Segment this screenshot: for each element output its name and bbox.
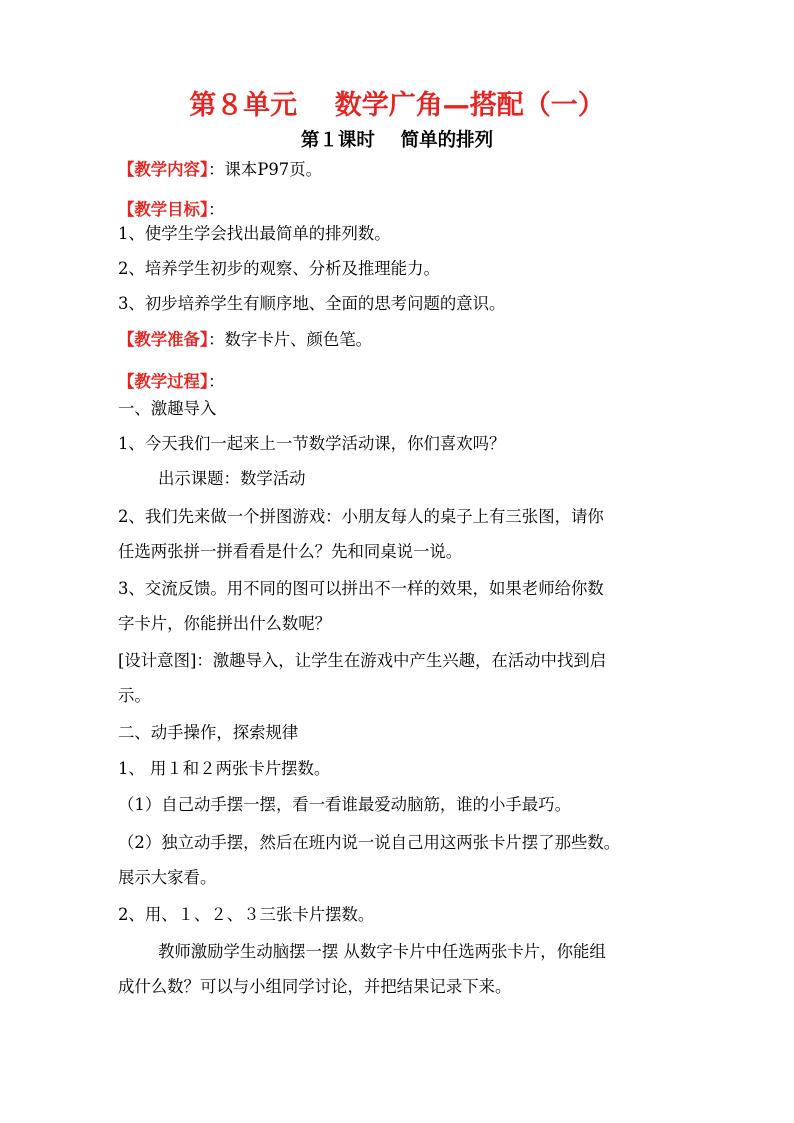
teaching-preparation-row [118,328,684,352]
body-paragraph: 一、激趣导入 [118,399,217,418]
body-paragraph: 1、今天我们一起来上一节数学活动课，你们喜欢吗？ [118,434,506,453]
body-paragraph: 2、用、１、２、３三张卡片摆数。 [118,905,375,924]
body-paragraph: （1）自己动手摆一摆，看一看谁最爱动脑筋，谁的小手最巧。 [118,795,571,814]
body-paragraph: 展示大家看。 [118,868,217,887]
teaching-objectives-label: 【教学目标】 [118,200,209,219]
lesson-subtitle: 第１课时 简单的排列 [300,130,494,151]
objective-item: 2、培养学生初步的观察、分析及推理能力。 [118,259,440,278]
body-paragraph: 二、动手操作，探索规律 [118,723,299,742]
teaching-process-colon: ： [208,372,225,391]
teaching-objectives-row [118,198,684,222]
body-paragraph: 出示课题：数学活动 [158,469,306,488]
teaching-content-colon: ： [208,160,225,179]
teaching-preparation-text: 数字卡片、颜色笔。 [224,330,373,349]
body-paragraph: [设计意图]：激趣导入，让学生在游戏中产生兴趣，在活动中找到启 [118,651,607,670]
teaching-content-text: 课本P97页。 [224,160,322,179]
body-paragraph: 示。 [118,686,151,705]
body-paragraph: 3、交流反馈。用不同的图可以拼出不一样的效果，如果老师给你数 [118,579,604,598]
body-paragraph: 2、我们先来做一个拼图游戏：小朋友每人的桌子上有三张图，请你 [118,507,604,526]
teaching-process-label: 【教学过程】 [118,372,209,391]
teaching-preparation-colon: ： [208,330,225,349]
body-paragraph: 字卡片，你能拼出什么数呢？ [118,614,332,633]
teaching-content-label: 【教学内容】 [118,160,209,179]
teaching-content-row [118,158,684,182]
objective-item: 1、使学生学会找出最简单的排列数。 [118,224,391,243]
body-paragraph: 1、 用１和２两张卡片摆数。 [118,759,331,778]
body-paragraph: 任选两张拼一拼看看是什么？先和同桌说一说。 [118,542,463,561]
body-paragraph: 成什么数？可以与小组同学讨论，并把结果记录下来。 [118,977,512,996]
body-paragraph: 教师激励学生动脑摆一摆 从数字卡片中任选两张卡片，你能组 [158,942,606,961]
teaching-objectives-colon: ： [208,200,225,219]
teaching-process-row [118,370,684,394]
unit-title: 第８单元 数学广角—搭配（一） [189,90,605,121]
teaching-preparation-label: 【教学准备】 [118,330,209,349]
objective-item: 3、初步培养学生有顺序地、全面的思考问题的意识。 [118,294,506,313]
body-paragraph: （2）独立动手摆，然后在班内说一说自己用这两张卡片摆了那些数。 [118,833,621,852]
